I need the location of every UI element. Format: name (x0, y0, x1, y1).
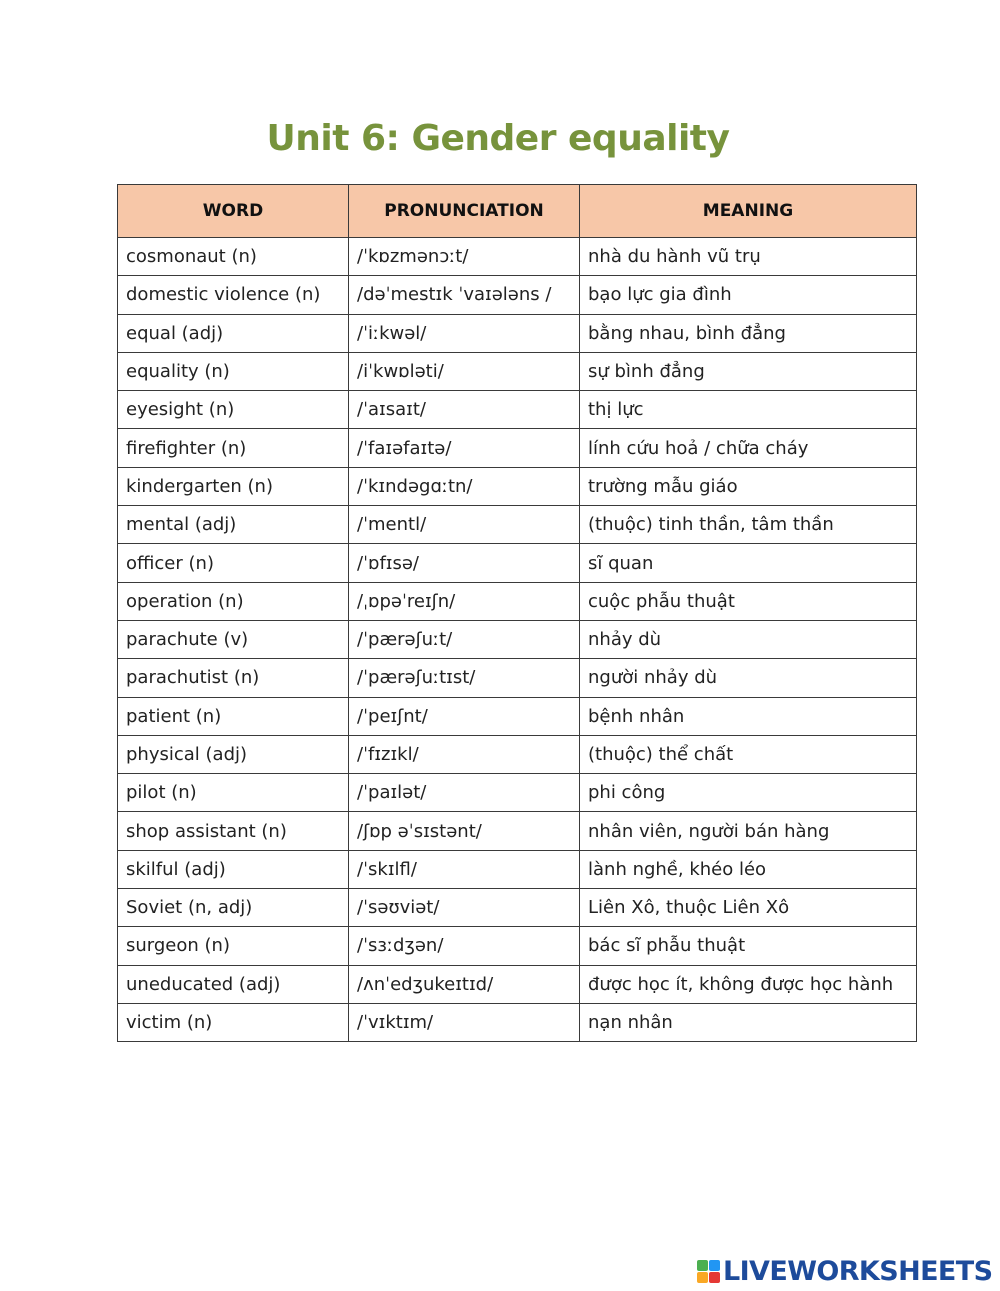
table-row (118, 889, 917, 927)
word-cell: equality (n) (118, 352, 349, 390)
table-row (118, 1003, 917, 1041)
meaning-cell: nạn nhân (580, 1003, 917, 1041)
meaning-cell: thị lực (580, 391, 917, 429)
meaning-cell: lành nghề, khéo léo (580, 850, 917, 888)
meaning-cell: (thuộc) tinh thần, tâm thần (580, 506, 917, 544)
word-cell: eyesight (n) (118, 391, 349, 429)
meaning-cell: Liên Xô, thuộc Liên Xô (580, 889, 917, 927)
table-row (118, 467, 917, 505)
table-row (118, 927, 917, 965)
pronunciation-cell: /ˈkɒzmənɔːt/ (349, 238, 580, 276)
table-body (118, 238, 917, 1042)
word-cell: shop assistant (n) (118, 812, 349, 850)
table-row (118, 659, 917, 697)
page-title: Unit 6: Gender equality (266, 118, 730, 159)
pronunciation-cell: /ˈaɪsaɪt/ (349, 391, 580, 429)
meaning-cell: bác sĩ phẫu thuật (580, 927, 917, 965)
table-row (118, 735, 917, 773)
table-row (118, 965, 917, 1003)
liveworksheets-tiles-icon (697, 1260, 720, 1283)
table-row (118, 276, 917, 314)
pronunciation-cell: /ˈpaɪlət/ (349, 774, 580, 812)
meaning-cell: nhảy dù (580, 620, 917, 658)
logo-text: LIVEWORKSHEETS (723, 1255, 993, 1287)
meaning-cell: sĩ quan (580, 544, 917, 582)
table-row (118, 620, 917, 658)
logo-tile (697, 1272, 708, 1283)
table-row (118, 544, 917, 582)
meaning-cell: bệnh nhân (580, 697, 917, 735)
pronunciation-cell: /ˈiːkwəl/ (349, 314, 580, 352)
meaning-cell: bạo lực gia đình (580, 276, 917, 314)
word-cell: surgeon (n) (118, 927, 349, 965)
liveworksheets-logo (697, 1256, 992, 1286)
table-row (118, 812, 917, 850)
pronunciation-cell: /ʃɒp əˈsɪstənt/ (349, 812, 580, 850)
table-row (118, 352, 917, 390)
meaning-cell: cuộc phẫu thuật (580, 582, 917, 620)
pronunciation-cell: /ˈmentl/ (349, 506, 580, 544)
table-row (118, 850, 917, 888)
pronunciation-cell: /ˈvɪktɪm/ (349, 1003, 580, 1041)
pronunciation-cell: /ˈpeɪʃnt/ (349, 697, 580, 735)
pronunciation-cell: /ˌɒpəˈreɪʃn/ (349, 582, 580, 620)
pronunciation-cell: /ʌnˈedʒukeɪtɪd/ (349, 965, 580, 1003)
table-header-row (118, 185, 917, 238)
logo-tile (709, 1272, 720, 1283)
pronunciation-cell: /ˈfaɪəfaɪtə/ (349, 429, 580, 467)
pronunciation-cell: /ˈsɜːdʒən/ (349, 927, 580, 965)
table-row (118, 391, 917, 429)
pronunciation-cell: /ˈpærəʃuːt/ (349, 620, 580, 658)
word-cell: pilot (n) (118, 774, 349, 812)
pronunciation-cell: /ˈɒfɪsə/ (349, 544, 580, 582)
logo-tile (697, 1260, 708, 1271)
word-cell: domestic violence (n) (118, 276, 349, 314)
word-cell: skilful (adj) (118, 850, 349, 888)
word-cell: officer (n) (118, 544, 349, 582)
table-row (118, 582, 917, 620)
word-cell: kindergarten (n) (118, 467, 349, 505)
column-header-word: WORD (118, 185, 349, 238)
meaning-cell: được học ít, không được học hành (580, 965, 917, 1003)
table-row (118, 429, 917, 467)
word-cell: uneducated (adj) (118, 965, 349, 1003)
meaning-cell: trường mẫu giáo (580, 467, 917, 505)
table-row (118, 314, 917, 352)
meaning-cell: lính cứu hoả / chữa cháy (580, 429, 917, 467)
pronunciation-cell: /ˈpærəʃuːtɪst/ (349, 659, 580, 697)
meaning-cell: phi công (580, 774, 917, 812)
column-header-meaning: MEANING (580, 185, 917, 238)
logo-tile (709, 1260, 720, 1271)
table-row (118, 697, 917, 735)
meaning-cell: người nhảy dù (580, 659, 917, 697)
word-cell: patient (n) (118, 697, 349, 735)
word-cell: mental (adj) (118, 506, 349, 544)
word-cell: parachutist (n) (118, 659, 349, 697)
word-cell: firefighter (n) (118, 429, 349, 467)
word-cell: equal (adj) (118, 314, 349, 352)
meaning-cell: bằng nhau, bình đẳng (580, 314, 917, 352)
word-cell: parachute (v) (118, 620, 349, 658)
meaning-cell: nhà du hành vũ trụ (580, 238, 917, 276)
word-cell: physical (adj) (118, 735, 349, 773)
meaning-cell: (thuộc) thể chất (580, 735, 917, 773)
word-cell: operation (n) (118, 582, 349, 620)
vocabulary-table (117, 184, 917, 1042)
pronunciation-cell: /dəˈmestɪk ˈvaɪələns / (349, 276, 580, 314)
table-row (118, 238, 917, 276)
word-cell: victim (n) (118, 1003, 349, 1041)
pronunciation-cell: /ˈskɪlfl/ (349, 850, 580, 888)
table-row (118, 774, 917, 812)
meaning-cell: sự bình đẳng (580, 352, 917, 390)
column-header-pronunciation: PRONUNCIATION (349, 185, 580, 238)
pronunciation-cell: /ˈfɪzɪkl/ (349, 735, 580, 773)
pronunciation-cell: /ˈkɪndəgɑːtn/ (349, 467, 580, 505)
pronunciation-cell: /ˈsəʊviət/ (349, 889, 580, 927)
meaning-cell: nhân viên, người bán hàng (580, 812, 917, 850)
pronunciation-cell: /iˈkwɒləti/ (349, 352, 580, 390)
table-row (118, 506, 917, 544)
word-cell: cosmonaut (n) (118, 238, 349, 276)
word-cell: Soviet (n, adj) (118, 889, 349, 927)
